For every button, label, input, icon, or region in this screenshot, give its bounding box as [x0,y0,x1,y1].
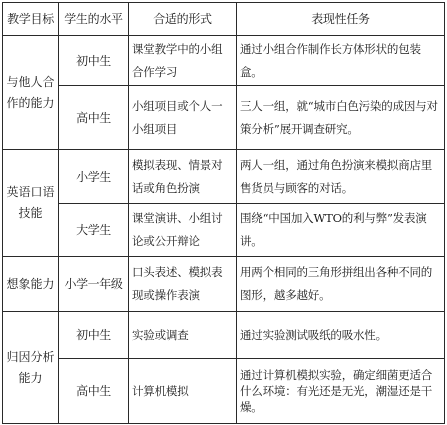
table-row [3,36,445,86]
task-cell: 两人一组，通过角色扮演来模拟商店里售货员与顾客的对话。 [237,150,445,204]
header-teaching-goal: 教学目标 [3,3,59,36]
task-cell: 通过计算机模拟实验，确定细菌更适合什么环境：有光还是无光，潮湿还是干燥。 [237,359,445,424]
level-cell: 小学生 [59,150,129,204]
form-cell: 课堂演讲、小组讨论或公开辩论 [129,204,237,257]
table-row [3,150,445,204]
form-cell: 模拟表现、情景对话或角色扮演 [129,150,237,204]
task-cell: 通过小组合作制作长方体形状的包装盒。 [237,36,445,86]
level-cell: 小学一年级 [59,257,129,312]
goal-attribution-analysis: 归因分析能力 [3,312,59,424]
goal-imagination: 想象能力 [3,257,59,312]
task-cell: 通过实验测试吸纸的吸水性。 [237,312,445,359]
goal-cooperation: 与他人合作的能力 [3,36,59,150]
table-header-row [3,3,445,36]
table-row [3,204,445,257]
level-cell: 初中生 [59,312,129,359]
level-cell: 高中生 [59,359,129,424]
task-cell: 三人一组，就“城市白色污染的成因与对策分析”展开调查研究。 [237,86,445,150]
level-cell: 大学生 [59,204,129,257]
form-cell: 计算机模拟 [129,359,237,424]
table-row [3,86,445,150]
teaching-goals-table [2,2,445,424]
table-row [3,359,445,424]
goal-english-speaking: 英语口语技能 [3,150,59,257]
form-cell: 实验或调查 [129,312,237,359]
task-cell: 围绕“中国加入WTO的利与弊”发表演讲。 [237,204,445,257]
header-student-level: 学生的水平 [59,3,129,36]
task-cell: 用两个相同的三角形拼组出各种不同的图形，越多越好。 [237,257,445,312]
level-cell: 高中生 [59,86,129,150]
header-suitable-form: 合适的形式 [129,3,237,36]
table-row [3,257,445,312]
level-cell: 初中生 [59,36,129,86]
table-row [3,312,445,359]
header-performance-task: 表现性任务 [237,3,445,36]
form-cell: 口头表述、模拟表现或操作表演 [129,257,237,312]
form-cell: 小组项目或个人一小组项目 [129,86,237,150]
form-cell: 课堂教学中的小组合作学习 [129,36,237,86]
